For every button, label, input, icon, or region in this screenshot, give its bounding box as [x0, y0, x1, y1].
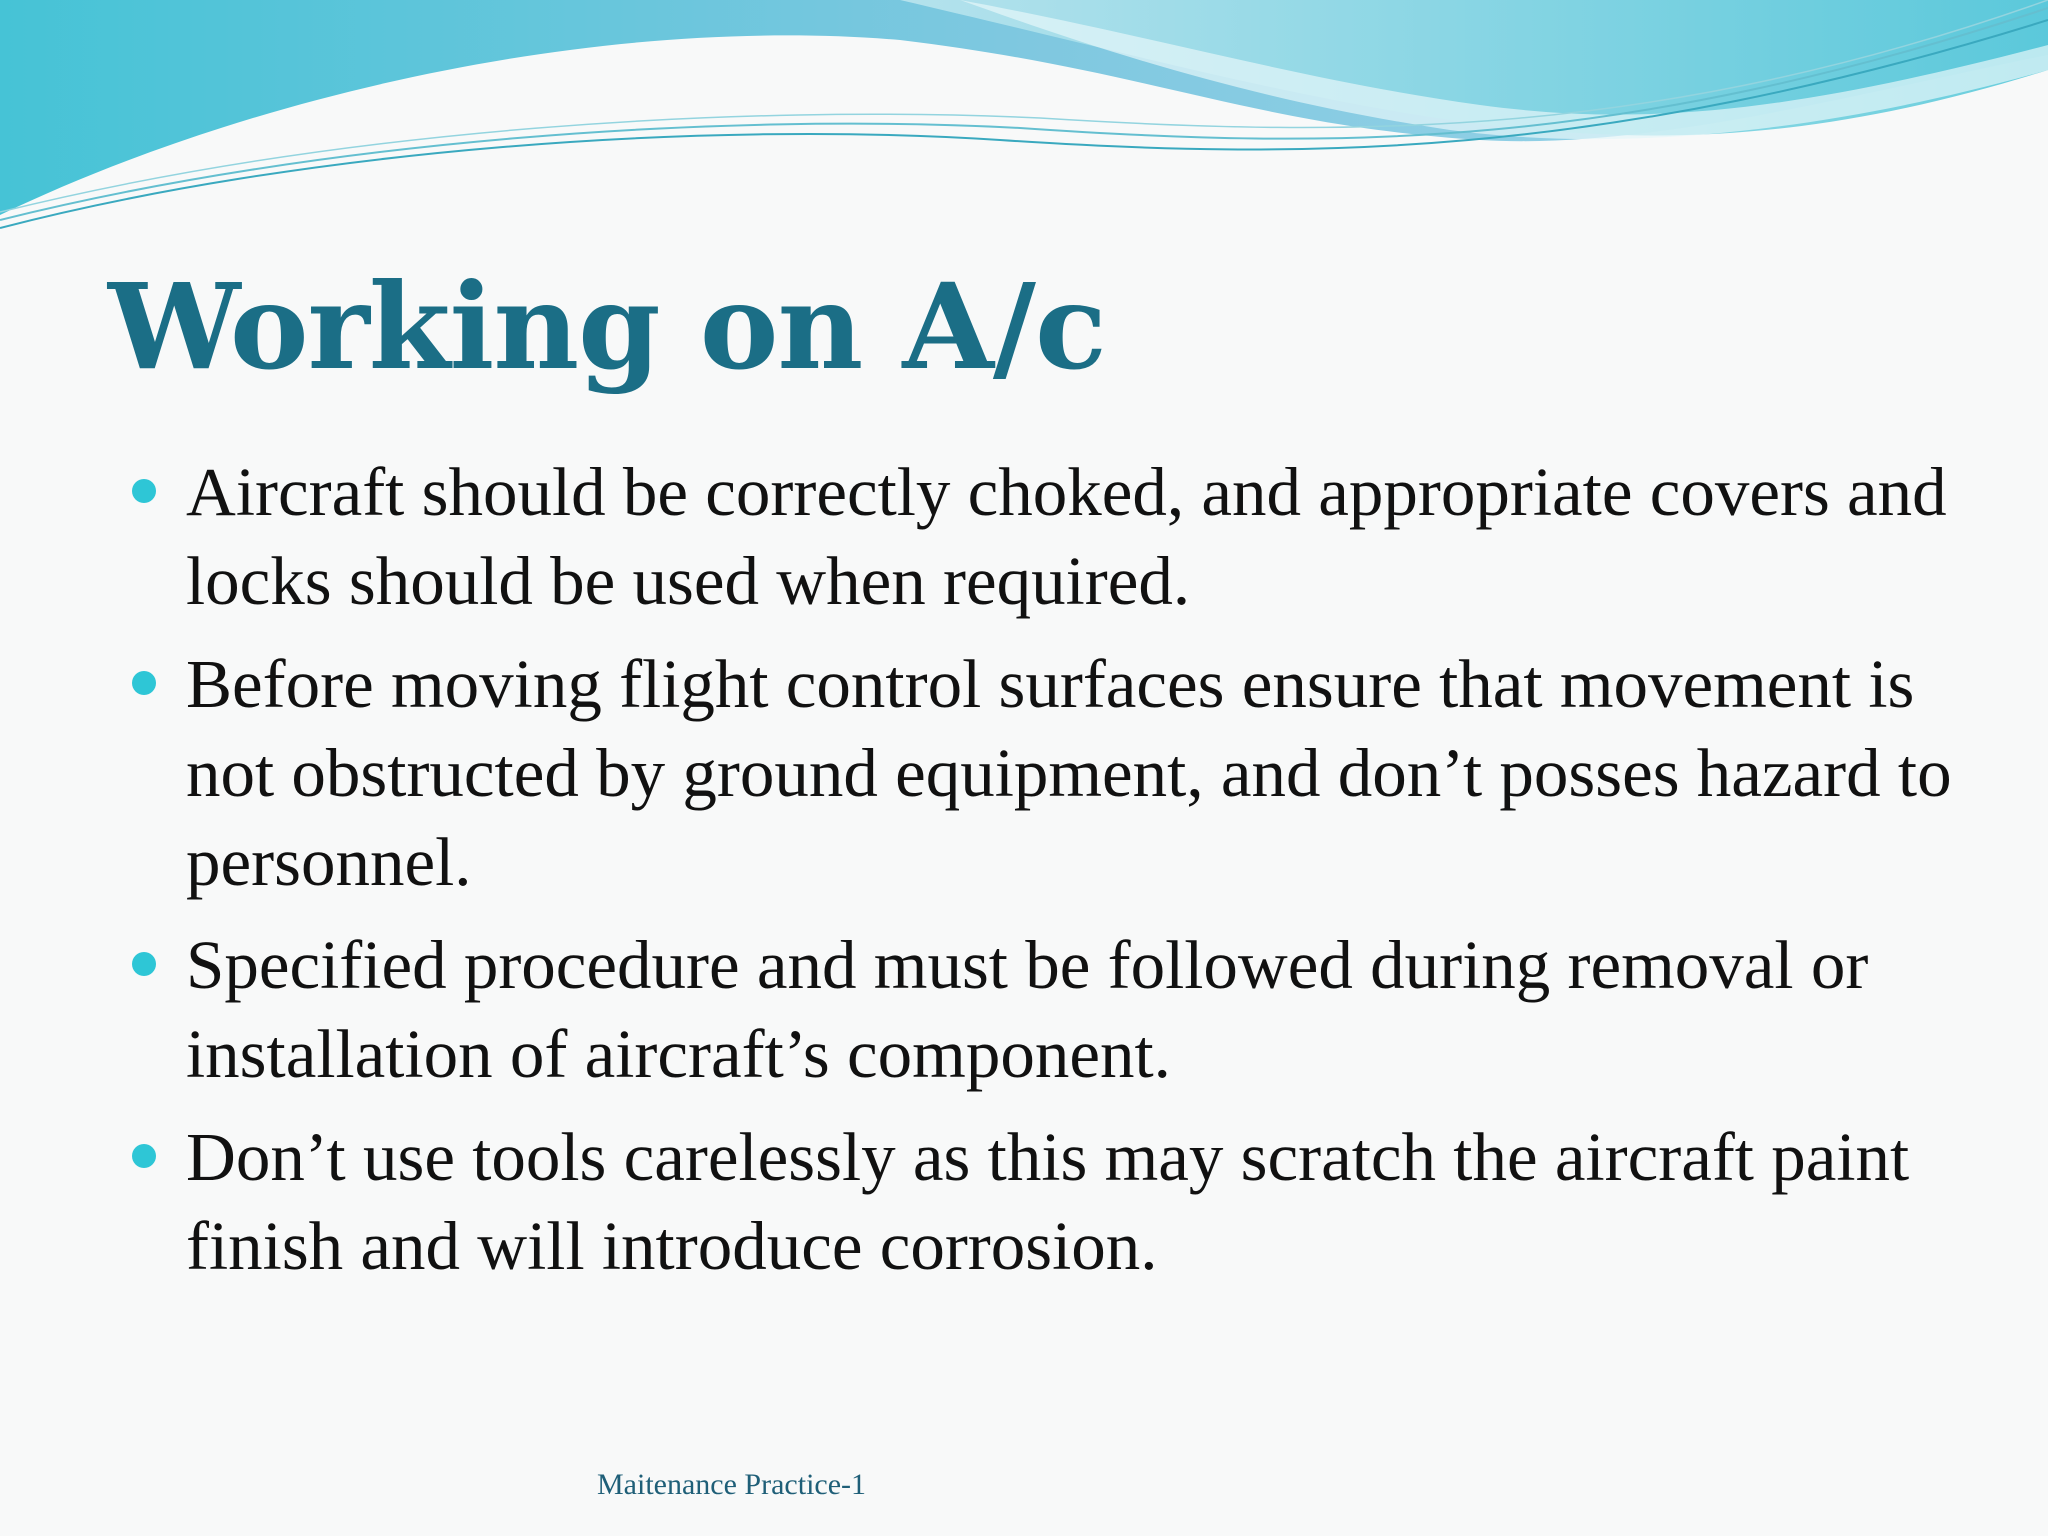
bullet-list	[130, 448, 1980, 1305]
header-wave-decoration	[0, 0, 2048, 240]
bullet-item	[130, 640, 1980, 907]
bullet-text: Before moving flight control surfaces ensure that movement is not obstructed by ground equipment, and don’t posses hazard to personnel.	[186, 646, 1952, 900]
bullet-text: Specified procedure and must be followed during removal or installation of aircraft’s component.	[186, 927, 1869, 1092]
bullet-item	[130, 448, 1980, 626]
bullet-text: Aircraft should be correctly choked, and appropriate covers and locks should be used when required.	[186, 454, 1947, 619]
bullet-dot-icon	[132, 671, 156, 695]
bullet-dot-icon	[132, 1144, 156, 1168]
slide-title: Working on A/c	[108, 257, 1106, 396]
bullet-item	[130, 1113, 1980, 1291]
slide-footer: Maitenance Practice-1	[597, 1468, 867, 1501]
bullet-item	[130, 921, 1980, 1099]
bullet-dot-icon	[132, 479, 156, 503]
bullet-dot-icon	[132, 952, 156, 976]
bullet-text: Don’t use tools carelessly as this may scratch the aircraft paint finish and will introduce corrosion.	[186, 1119, 1910, 1284]
